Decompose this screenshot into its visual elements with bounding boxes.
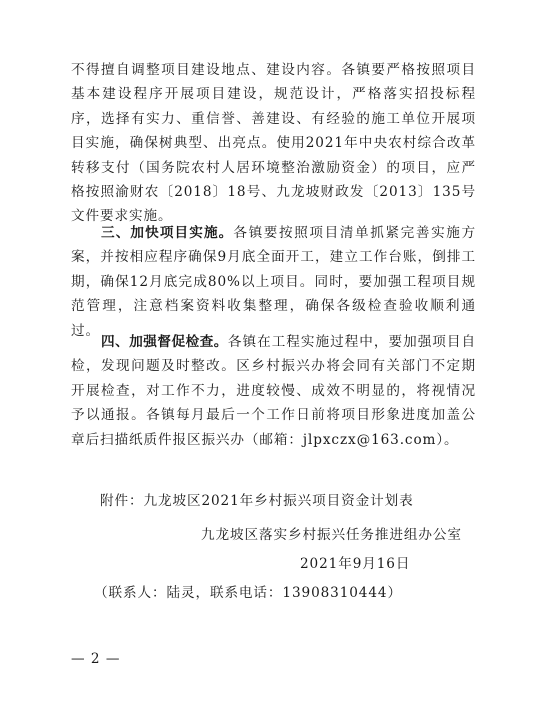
contact-info: （联系人：陆灵，联系电话：13908310444） bbox=[94, 585, 402, 601]
section-supervision-inspection bbox=[71, 330, 476, 452]
issue-date: 2021年9月16日 bbox=[300, 556, 411, 572]
page-number: — 2 — bbox=[71, 651, 121, 667]
section-heading-supervision-inspection: 四、加强督促检查。 bbox=[101, 334, 228, 350]
attachment-line: 附件：九龙坡区2021年乡村振兴项目资金计划表 bbox=[100, 493, 414, 509]
issuing-office: 九龙坡区落实乡村振兴任务推进组办公室 bbox=[201, 527, 462, 543]
section-body-accelerate-implementation: 各镇要按照项目清单抓紧完善实施方案，并按相应程序确保9月底全面开工，建立工作台账，倒排工期，确保12月底完成80%以上项目。同时，要加强工程项目规范管理，注意档案资料收集整理，确保各级检查验收顺利通过。 bbox=[71, 225, 476, 339]
section-heading-accelerate-implementation: 三、加快项目实施。 bbox=[101, 225, 234, 241]
section-body-supervision-inspection: 各镇在工程实施过程中，要加强项目自检，发现问题及时整改。区乡村振兴办将会同有关部门不定期开展检查，对工作不力，进度较慢、成效不明显的，将视情况予以通报。各镇每月最后一个工作日前将项目形象进度加盖公章后扫描纸质件报区振兴办（邮箱：jlpxczx@163.com）。 bbox=[71, 334, 476, 448]
section-accelerate-implementation bbox=[71, 221, 476, 343]
paragraph-project-construction: 不得擅自调整项目建设地点、建设内容。各镇要严格按照项目基本建设程序开展项目建设，规范设计，严格落实招投标程序，选择有实力、重信誉、善建设、有经验的施工单位开展项目实施，确保树典型、出亮点。使用2021年中央农村综合改革转移支付（国务院农村人居环境整治激励资金）的项目，应严格按照渝财农〔2018〕18号、九龙坡财政发〔2013〕135号文件要求实施。 bbox=[71, 62, 476, 225]
